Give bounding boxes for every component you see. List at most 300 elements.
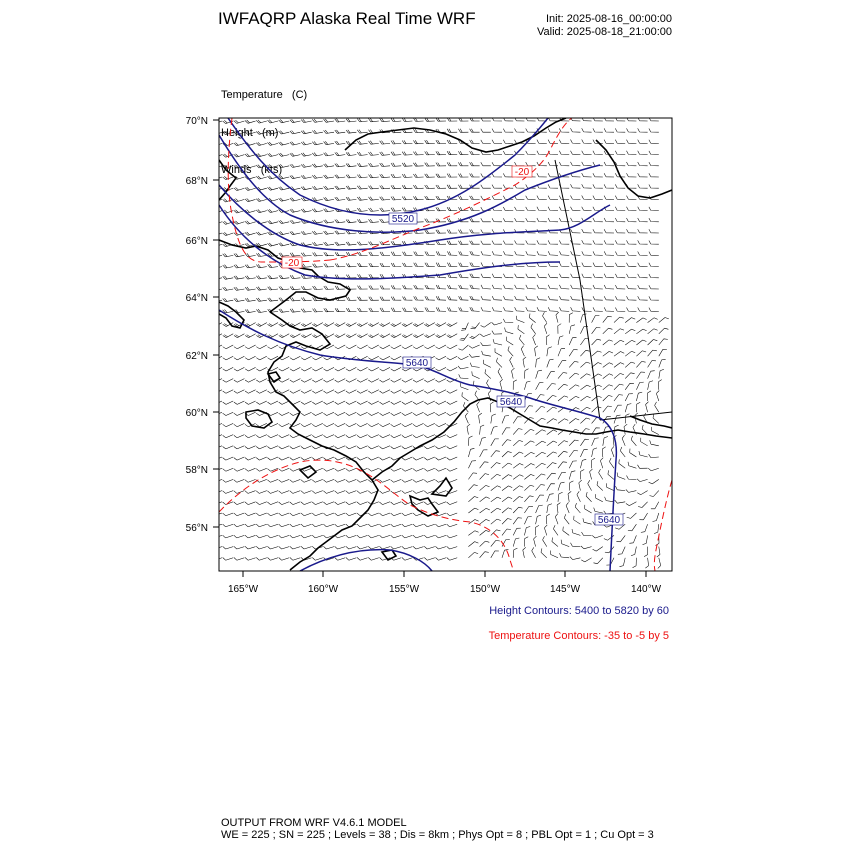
wind-barb	[492, 251, 502, 255]
wind-barb	[268, 165, 279, 168]
wind-barb	[357, 401, 368, 404]
wind-barb	[256, 457, 267, 460]
wind-barb	[391, 446, 402, 449]
wind-barb	[615, 162, 625, 166]
wind-barb	[649, 274, 659, 278]
wind-barb	[234, 558, 244, 561]
wind-barb	[648, 381, 653, 390]
wind-barb	[391, 241, 401, 245]
wind-barb	[459, 285, 469, 289]
wind-barb	[582, 128, 592, 132]
height-label-5640: 5640	[405, 358, 429, 369]
wind-barb	[526, 218, 536, 222]
wind-barb	[648, 361, 656, 368]
wind-barb	[492, 196, 502, 200]
wind-barb	[649, 454, 659, 457]
wind-barb	[559, 240, 569, 244]
wind-barb	[627, 285, 637, 289]
wind-barb	[547, 395, 557, 401]
wind-barb	[611, 446, 614, 457]
wind-barb	[571, 251, 581, 255]
wind-barb	[592, 458, 596, 468]
wind-barb	[379, 513, 390, 516]
wind-barb	[557, 503, 560, 513]
wind-barb	[335, 401, 346, 404]
wind-barb	[256, 176, 267, 179]
wind-barb	[312, 412, 323, 415]
wind-barb	[659, 369, 664, 378]
wind-barb	[301, 446, 312, 449]
wind-barb	[502, 463, 512, 468]
wind-barb	[369, 118, 379, 122]
wind-barb	[234, 412, 245, 415]
wind-barb	[649, 173, 659, 177]
wind-barb	[436, 345, 447, 349]
wind-barb	[211, 546, 222, 549]
wind-barb	[460, 334, 469, 341]
wind-barb	[368, 558, 378, 561]
wind-barb	[425, 252, 435, 256]
wind-barb	[425, 196, 435, 199]
wind-barb	[234, 143, 245, 146]
wind-barb	[649, 285, 659, 289]
wind-barb	[558, 419, 568, 424]
wind-barb	[324, 209, 334, 212]
wind-barb	[462, 392, 469, 401]
wind-barb	[379, 457, 390, 460]
wind-barb	[335, 367, 346, 371]
wind-barb	[391, 479, 402, 482]
wind-barb	[312, 435, 323, 438]
wind-barb	[301, 457, 312, 460]
wind-barb	[603, 406, 612, 412]
wind-barb	[535, 346, 538, 356]
wind-barb	[625, 404, 631, 413]
wind-barb	[491, 439, 499, 446]
wind-barb	[481, 323, 491, 328]
wind-barb	[447, 307, 457, 311]
wind-barb	[391, 196, 401, 200]
wind-barb	[380, 308, 390, 312]
wind-barb	[470, 285, 480, 289]
wind-barb	[268, 264, 278, 267]
wind-barb	[346, 186, 356, 189]
wind-barb	[648, 340, 658, 346]
wind-barb	[447, 367, 458, 371]
wind-barb	[638, 465, 648, 469]
wind-barb	[593, 229, 603, 233]
wind-barb	[290, 164, 301, 167]
wind-barb	[479, 413, 482, 423]
lat-tick-label: 60°N	[185, 408, 208, 419]
wind-barb	[424, 524, 435, 527]
wind-barb	[413, 535, 424, 538]
wind-barb	[568, 491, 571, 501]
wind-barb	[391, 334, 401, 338]
wind-barb	[323, 457, 334, 460]
wind-barb	[391, 524, 402, 527]
wind-barb	[543, 312, 547, 322]
wind-barb	[524, 441, 534, 446]
wind-barb	[391, 208, 401, 212]
wind-barb	[256, 210, 267, 213]
wind-barb	[626, 489, 637, 492]
wind-barb	[559, 296, 569, 300]
wind-barb	[346, 435, 357, 438]
wind-barb	[368, 423, 379, 426]
wind-barb	[638, 263, 648, 267]
wind-barb	[301, 253, 311, 257]
wind-barb	[357, 345, 368, 349]
wind-barb	[468, 542, 478, 547]
wind-barb	[580, 407, 590, 412]
wind-barb	[648, 329, 658, 334]
wind-barb	[627, 476, 637, 480]
wind-barb	[335, 524, 346, 527]
wind-barb	[279, 546, 290, 549]
wind-barb	[379, 479, 390, 482]
wind-barb	[614, 405, 622, 412]
wind-barb	[604, 229, 614, 233]
wind-barb	[644, 547, 648, 557]
wind-barb	[524, 537, 528, 547]
wind-barb	[234, 253, 245, 256]
wind-barb	[391, 535, 402, 538]
wind-barb	[312, 164, 323, 167]
wind-barb	[414, 285, 424, 289]
wind-barb	[245, 131, 256, 134]
wind-barb	[580, 418, 590, 423]
wind-barb	[582, 151, 592, 155]
wind-barb	[312, 379, 322, 383]
wind-barb	[256, 468, 267, 471]
wind-barb	[357, 502, 368, 505]
wind-barb	[502, 486, 512, 491]
wind-barb	[649, 296, 659, 300]
wind-barb	[402, 446, 413, 449]
wind-barb	[212, 345, 223, 349]
wind-barb	[234, 367, 244, 371]
wind-barb	[447, 334, 457, 338]
wind-barb	[580, 362, 590, 367]
wind-barb	[268, 323, 279, 327]
wind-barb	[503, 251, 513, 255]
wind-barb	[536, 370, 542, 378]
wind-barb	[592, 327, 601, 333]
lon-tick-label: 140°W	[630, 584, 662, 595]
wind-barb	[558, 361, 566, 368]
wind-barb	[593, 296, 603, 300]
wind-barb	[335, 231, 345, 234]
wind-barb	[268, 243, 279, 246]
wind-barb	[301, 231, 311, 234]
wind-barb	[559, 207, 569, 211]
wind-barb	[469, 345, 480, 348]
wind-barb	[234, 457, 245, 460]
wind-barb	[615, 252, 625, 256]
wind-barb	[483, 360, 490, 368]
wind-barb	[627, 151, 637, 155]
wind-barb	[558, 384, 568, 390]
wind-barb	[413, 457, 424, 460]
wind-barb	[425, 140, 435, 143]
wind-barb	[323, 502, 334, 505]
wind-barb	[477, 402, 480, 413]
wind-barb	[628, 524, 637, 531]
wind-barb	[447, 401, 458, 404]
wind-barb	[470, 263, 480, 267]
wind-barb	[346, 390, 356, 394]
wind-barb	[447, 468, 458, 471]
wind-barb	[548, 184, 558, 188]
wind-barb	[245, 309, 255, 312]
wind-barb	[256, 232, 267, 235]
wind-barb	[447, 513, 458, 516]
wind-barb	[357, 379, 368, 383]
wind-barb	[593, 285, 603, 289]
wind-barb	[413, 524, 424, 527]
wind-barb	[346, 502, 357, 505]
wind-barb	[234, 120, 245, 123]
wind-barb	[234, 502, 245, 505]
wind-barb	[245, 165, 256, 168]
wind-barb	[649, 308, 659, 312]
wind-barb	[436, 263, 446, 267]
wind-barb	[658, 380, 661, 390]
wind-barb	[380, 297, 390, 301]
wind-barb	[279, 334, 289, 338]
wind-barb	[279, 286, 289, 289]
wind-barb	[357, 163, 367, 167]
wind-barb	[324, 367, 335, 371]
wind-barb	[470, 140, 480, 144]
wind-barb	[490, 402, 493, 412]
lat-tick-label: 64°N	[185, 293, 208, 304]
wind-barb	[211, 210, 222, 213]
wind-barb	[301, 524, 312, 527]
wind-barb	[379, 524, 390, 527]
wind-barb	[312, 175, 323, 178]
wind-barb	[636, 361, 645, 367]
wind-barb	[312, 186, 323, 189]
wind-barb	[468, 497, 478, 502]
wind-barb	[458, 356, 468, 360]
lon-tick-label: 150°W	[469, 584, 501, 595]
wind-barb	[279, 164, 290, 167]
wind-barb	[605, 547, 614, 553]
wind-barb	[492, 162, 502, 166]
wind-barb	[592, 407, 602, 413]
wind-barb	[245, 356, 256, 360]
wind-barb	[470, 129, 480, 133]
wind-barb	[470, 307, 480, 311]
wind-barb	[559, 151, 569, 155]
wind-barb	[323, 524, 334, 527]
wind-barb	[436, 230, 446, 233]
wind-barb	[324, 323, 335, 327]
wind-barb	[301, 379, 312, 383]
wind-barb	[424, 334, 434, 338]
wind-barb	[481, 285, 491, 289]
wind-barb	[636, 402, 640, 412]
wind-barb	[211, 188, 222, 191]
wind-barb	[424, 502, 435, 505]
wind-barb	[572, 529, 580, 535]
wind-barb	[481, 263, 491, 267]
wind-barb	[536, 430, 546, 435]
wind-barb	[312, 535, 323, 538]
wind-barb	[537, 251, 547, 255]
wind-barb	[507, 337, 514, 345]
wind-barb	[604, 274, 614, 278]
wind-barb	[312, 401, 322, 404]
wind-barb	[402, 524, 413, 527]
wind-barb	[380, 208, 390, 212]
wind-barb	[495, 348, 502, 356]
wind-barb	[627, 196, 637, 200]
wind-barb	[615, 240, 625, 244]
wind-barb	[447, 390, 458, 394]
wind-barb	[212, 334, 222, 338]
lon-tick-label: 145°W	[549, 584, 581, 595]
wind-barb	[335, 390, 346, 394]
wind-barb	[279, 153, 290, 156]
wind-barb	[583, 518, 592, 524]
wind-barb	[358, 274, 368, 278]
wind-barb	[582, 274, 592, 278]
wind-barb	[481, 241, 491, 245]
wind-barb	[413, 174, 423, 177]
wind-barb	[570, 557, 581, 560]
wind-barb	[615, 285, 625, 289]
height-label-5520: 5520	[391, 214, 415, 225]
wind-barb	[234, 287, 245, 290]
wind-barb	[480, 474, 489, 480]
wind-barb	[653, 513, 659, 522]
wind-barb	[569, 313, 573, 323]
wind-barb	[593, 196, 603, 200]
wind-barb	[402, 412, 413, 415]
wind-barb	[604, 285, 614, 289]
wind-barb	[245, 513, 256, 516]
wind-barb	[368, 457, 379, 460]
wind-barb	[335, 423, 346, 426]
wind-barb	[346, 297, 356, 300]
wind-barb	[459, 296, 469, 300]
wind-barb	[582, 162, 592, 166]
wind-barb	[391, 491, 402, 494]
wind-barb	[558, 336, 563, 345]
wind-barb	[211, 513, 222, 516]
wind-barb	[368, 345, 378, 349]
wind-barb	[627, 218, 637, 222]
wind-barb	[447, 412, 458, 415]
wind-barb	[290, 502, 301, 505]
wind-barb	[582, 532, 592, 536]
wind-barb	[436, 185, 446, 188]
wind-barb	[301, 390, 312, 394]
wind-barb	[346, 479, 357, 482]
wind-barb	[470, 251, 480, 255]
wind-barb	[480, 462, 489, 468]
wind-barb	[256, 323, 267, 327]
wind-barb	[335, 546, 346, 549]
wind-barb	[245, 468, 256, 471]
wind-barb	[480, 425, 485, 435]
wind-barb	[290, 253, 300, 257]
wind-barb	[615, 151, 625, 155]
wind-barb	[580, 374, 590, 379]
wind-barb	[513, 486, 523, 491]
wind-barb	[211, 446, 222, 449]
wind-barb	[234, 535, 245, 538]
wind-barb	[290, 286, 300, 289]
wind-barb	[481, 162, 491, 166]
wind-barb	[267, 513, 278, 516]
wind-barb	[402, 323, 413, 327]
wind-barb	[413, 379, 424, 383]
wind-barb	[492, 129, 502, 133]
wind-barb	[234, 187, 245, 190]
wind-barb	[547, 359, 554, 367]
wind-barb	[502, 475, 512, 480]
wind-barb	[279, 558, 290, 561]
wind-barb	[301, 309, 311, 313]
wind-barb	[502, 416, 509, 424]
wind-barb	[513, 518, 522, 525]
wind-barb	[245, 502, 256, 505]
wind-barb	[502, 440, 511, 446]
height-contour-info: Height Contours: 5400 to 5820 by 60	[489, 605, 669, 617]
wind-barb	[402, 174, 412, 178]
wind-barb	[649, 129, 659, 133]
wind-barb	[379, 502, 390, 505]
wind-barb	[391, 323, 402, 327]
wind-barb	[424, 535, 435, 538]
wind-barb	[346, 558, 357, 561]
wind-barb	[312, 513, 323, 516]
wind-barb	[211, 132, 222, 135]
wind-barb	[279, 535, 290, 538]
wind-barb	[465, 413, 468, 424]
wind-barb	[256, 287, 266, 291]
wind-barb	[391, 163, 401, 167]
wind-barb	[519, 335, 524, 345]
wind-barb	[505, 328, 514, 334]
wind-barb	[402, 185, 412, 188]
wind-barb	[447, 446, 458, 449]
wind-barb	[590, 469, 593, 479]
wind-barb	[582, 285, 592, 289]
wind-barb	[599, 469, 603, 479]
wind-barb	[369, 263, 379, 267]
wind-barb	[649, 218, 659, 222]
wind-barb	[630, 449, 637, 457]
wind-barb	[245, 367, 256, 371]
wind-barb	[650, 440, 659, 445]
wind-barb	[223, 310, 234, 313]
wind-barb	[447, 435, 458, 438]
wind-barb	[268, 401, 279, 404]
wind-barb	[234, 390, 245, 394]
wind-barb	[313, 308, 323, 312]
wind-barb	[503, 274, 513, 278]
wind-barb	[346, 119, 356, 122]
wind-barb	[436, 379, 447, 383]
wind-barb	[414, 252, 424, 256]
wind-barb	[526, 241, 536, 245]
wind-barb	[659, 349, 667, 356]
